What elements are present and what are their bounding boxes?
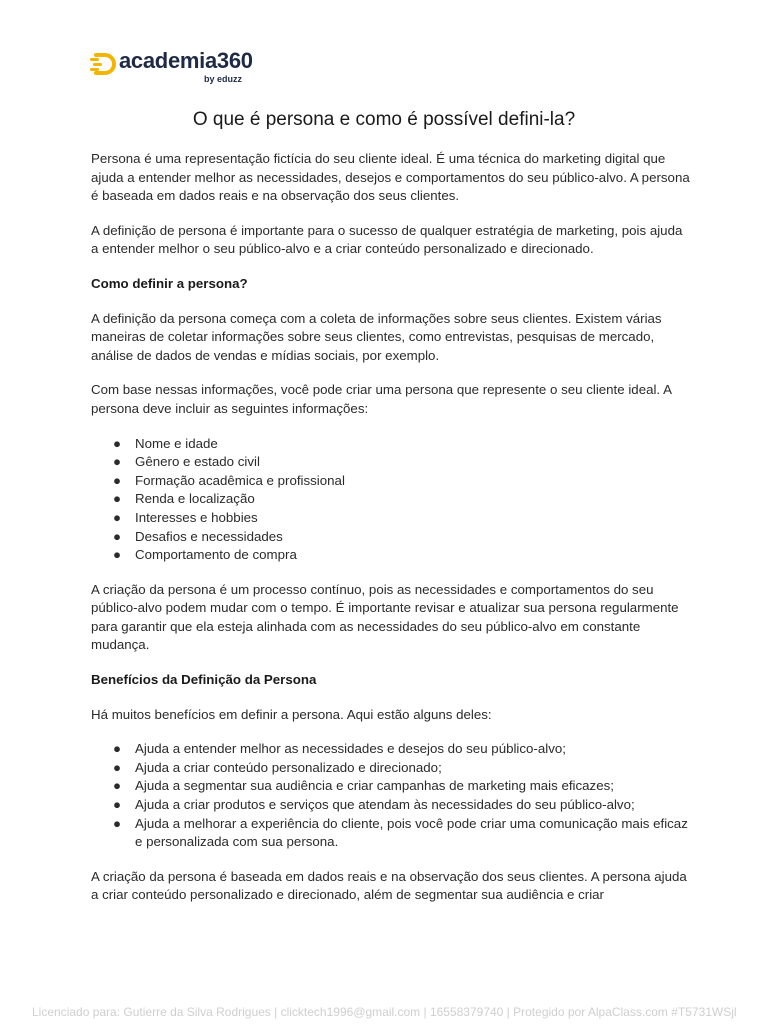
list-item-text: Nome e idade — [135, 435, 218, 451]
bullet-icon: ● — [113, 528, 122, 544]
list-item — [91, 740, 691, 759]
list-item-text: Ajuda a entender melhor as necessidades e desejos do seu público-alvo; — [135, 741, 566, 757]
paragraph: A definição da persona começa com a coleta de informações sobre seus clientes. Existem várias maneiras de coletar informações sobre seus clientes, como entrevistas, pesquisas de mercado, análise de dados de vendas e mídias sociais, por exemplo. — [91, 310, 662, 363]
list-item-text: Renda e localização — [135, 491, 255, 507]
paragraph: Com base nessas informações, você pode criar uma persona que represente o seu cliente ideal. A persona deve incluir as seguintes informações: — [91, 382, 672, 416]
bullet-icon: ● — [113, 435, 122, 451]
section-heading: Como definir a persona? — [91, 275, 248, 291]
bullet-icon: ● — [113, 815, 122, 831]
list-item — [91, 453, 691, 472]
list-item — [91, 472, 691, 491]
bullet-icon: ● — [113, 547, 122, 563]
section-heading: Benefícios da Definição da Persona — [91, 672, 317, 688]
list-item — [91, 759, 691, 778]
paragraph: Persona é uma representação fictícia do seu cliente ideal. É uma técnica do marketing digital que ajuda a entender melhor as necessidades, desejos e comportamentos do seu público-alvo. A persona é baseada em dados reais e na observação dos seus clientes. — [91, 151, 690, 204]
document-body — [91, 150, 691, 921]
bullet-icon: ● — [113, 509, 122, 525]
list-item-text: Desafios e necessidades — [135, 528, 283, 544]
bullet-list — [91, 740, 691, 852]
page-title: O que é persona e como é possível defini-la? — [192, 109, 576, 130]
paragraph: A definição de persona é importante para o sucesso de qualquer estratégia de marketing, pois ajuda a entender melhor o seu público-alvo e a criar conteúdo personalizado e direcionado. — [91, 222, 683, 257]
bullet-icon: ● — [113, 454, 122, 470]
bullet-icon: ● — [113, 741, 122, 757]
list-item-text: Ajuda a segmentar sua audiência e criar campanhas de marketing mais eficazes; — [135, 778, 614, 794]
paragraph: Há muitos benefícios em definir a persona. Aqui estão alguns deles: — [91, 706, 492, 722]
bullet-icon: ● — [113, 778, 122, 794]
logo-mark-icon — [90, 53, 116, 75]
list-item — [91, 528, 691, 547]
list-item-text: Ajuda a criar conteúdo personalizado e direcionado; — [135, 759, 442, 775]
list-item-text: Ajuda a criar produtos e serviços que atendam às necessidades do seu público-alvo; — [135, 797, 635, 813]
paragraph: A criação da persona é baseada em dados reais e na observação dos seus clientes. A persona ajuda a criar conteúdo personalizado e direcionado, além de segmentar sua audiência e criar — [91, 868, 687, 903]
list-item — [91, 815, 691, 852]
list-item-text: Gênero e estado civil — [135, 454, 260, 470]
list-item — [91, 777, 691, 796]
logo-wordmark: academia360 — [119, 48, 253, 73]
list-item — [91, 546, 691, 565]
bullet-icon: ● — [113, 472, 122, 488]
list-item-text: Comportamento de compra — [135, 547, 297, 563]
list-item — [91, 435, 691, 454]
list-item-text: Ajuda a melhorar a experiência do cliente, pois você pode criar uma comunicação mais eficaz e personalizada com sua persona. — [135, 815, 688, 850]
list-item — [91, 509, 691, 528]
list-item — [91, 490, 691, 509]
paragraph: A criação da persona é um processo contínuo, pois as necessidades e comportamentos do seu público-alvo podem mudar com o tempo. É importante revisar e atualizar sua persona regularmente para garantir que ela esteja alinhada com as necessidades do seu público-alvo em constante mudança. — [91, 581, 679, 653]
bullet-icon: ● — [113, 491, 122, 507]
list-item-text: Formação acadêmica e profissional — [135, 472, 345, 488]
bullet-list — [91, 435, 691, 565]
bullet-icon: ● — [113, 797, 122, 813]
list-item-text: Interesses e hobbies — [135, 509, 258, 525]
license-footer: Licenciado para: Gutierre da Silva Rodrigues | clicktech1996@gmail.com | 16558379740 | Protegido por AlpaClass.com #T5731WSjl — [32, 1005, 737, 1019]
list-item — [91, 796, 691, 815]
brand-logo — [90, 47, 260, 87]
bullet-icon: ● — [113, 759, 122, 775]
logo-tagline: by eduzz — [204, 74, 243, 84]
